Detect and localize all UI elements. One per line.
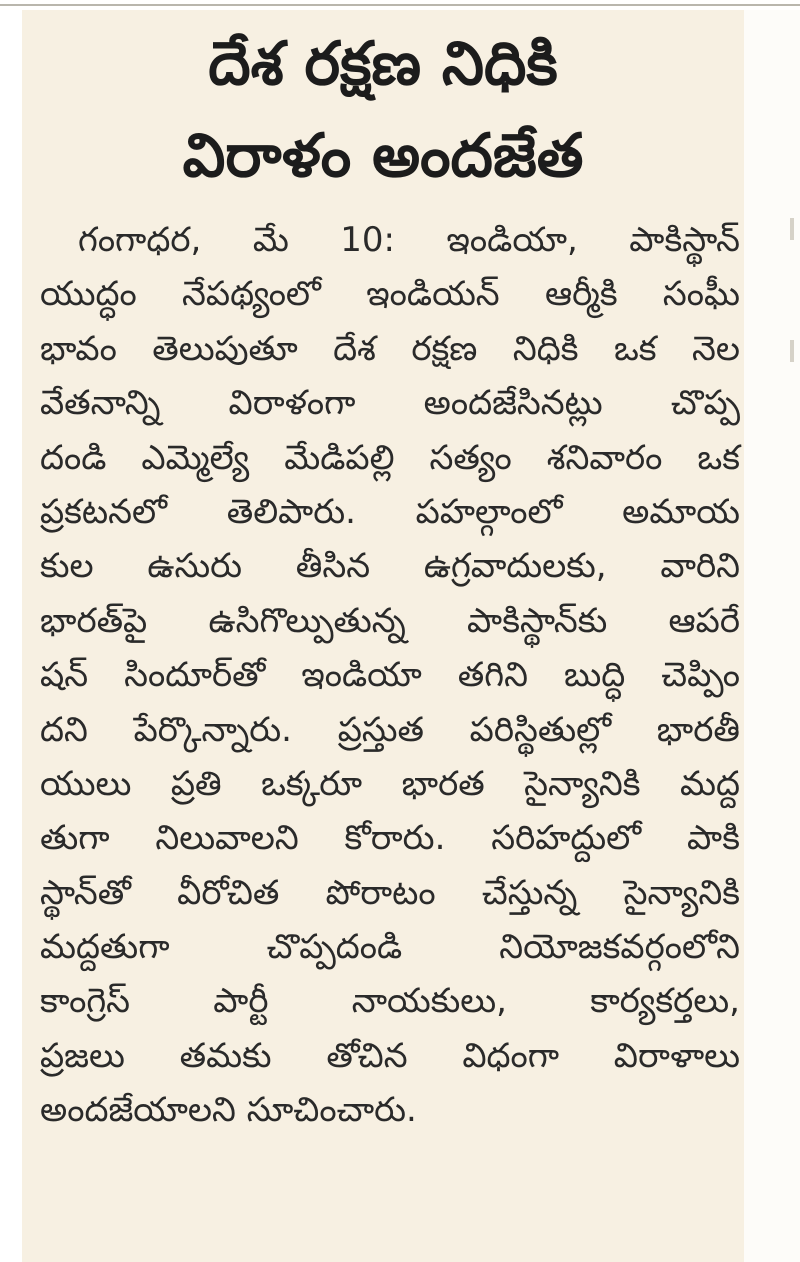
top-border-line: [0, 4, 800, 6]
article-line: భావం తెలుపుతూ దేశ రక్షణ నిధికి ఒక నెల: [40, 328, 740, 369]
article-line: ప్రజలు తమకు తోచిన విధంగా విరాళాలు: [40, 1035, 740, 1076]
article-line: మద్దతుగా చొప్పదండి నియోజకవర్గంలోని: [40, 927, 740, 968]
headline-line-1: దేశ రక్షణ నిధికి: [208, 29, 558, 99]
margin-mark: [790, 340, 794, 362]
article-line: యులు ప్రతి ఒక్కరూ భారత సైన్యానికి మద్ద: [40, 763, 740, 804]
article-line: స్థాన్‌తో వీరోచిత పోరాటం చేస్తున్న సైన్యానికి: [40, 872, 740, 913]
margin-mark: [790, 218, 794, 240]
article-line: యుద్ధం నేపథ్యంలో ఇండియన్ ఆర్మీకి సంఘీ: [40, 274, 740, 315]
article-line: గంగాధర, మే 10: ఇండియా, పాకిస్థాన్: [78, 220, 740, 260]
article-line: తుగా నిలువాలని కోరారు. సరిహద్దులో పాకి: [40, 818, 740, 859]
article-line: ప్రకటనలో తెలిపారు. పహల్గాంలో అమాయ: [40, 491, 740, 532]
article-body: [40, 213, 740, 1138]
article-line: అందజేయాలని సూచించారు.: [40, 1090, 417, 1131]
article-line: దని పేర్కొన్నారు. ప్రస్తుత పరిస్థితుల్లో భారతీ: [40, 709, 740, 750]
right-margin-strip: [744, 10, 800, 1262]
article-headline: [22, 18, 744, 202]
headline-line-2: విరాళం అందజేత: [182, 121, 584, 191]
article-line: కాంగ్రెస్ పార్టీ నాయకులు, కార్యకర్తలు,: [40, 981, 740, 1022]
article-line: షన్ సిందూర్‌తో ఇండియా తగిని బుద్ధి చెప్పిం: [40, 655, 740, 696]
article-line: కుల ఉసురు తీసిన ఉగ్రవాదులకు, వారిని: [40, 546, 740, 587]
article-line: భారత్‌పై ఉసిగొల్పుతున్న పాకిస్థాన్‌కు ఆపరే: [40, 600, 740, 641]
article-line: దండి ఎమ్మెల్యే మేడిపల్లి సత్యం శనివారం ఒక: [40, 437, 740, 478]
article-line: వేతనాన్ని విరాళంగా అందజేసినట్లు చొప్ప: [40, 383, 740, 424]
